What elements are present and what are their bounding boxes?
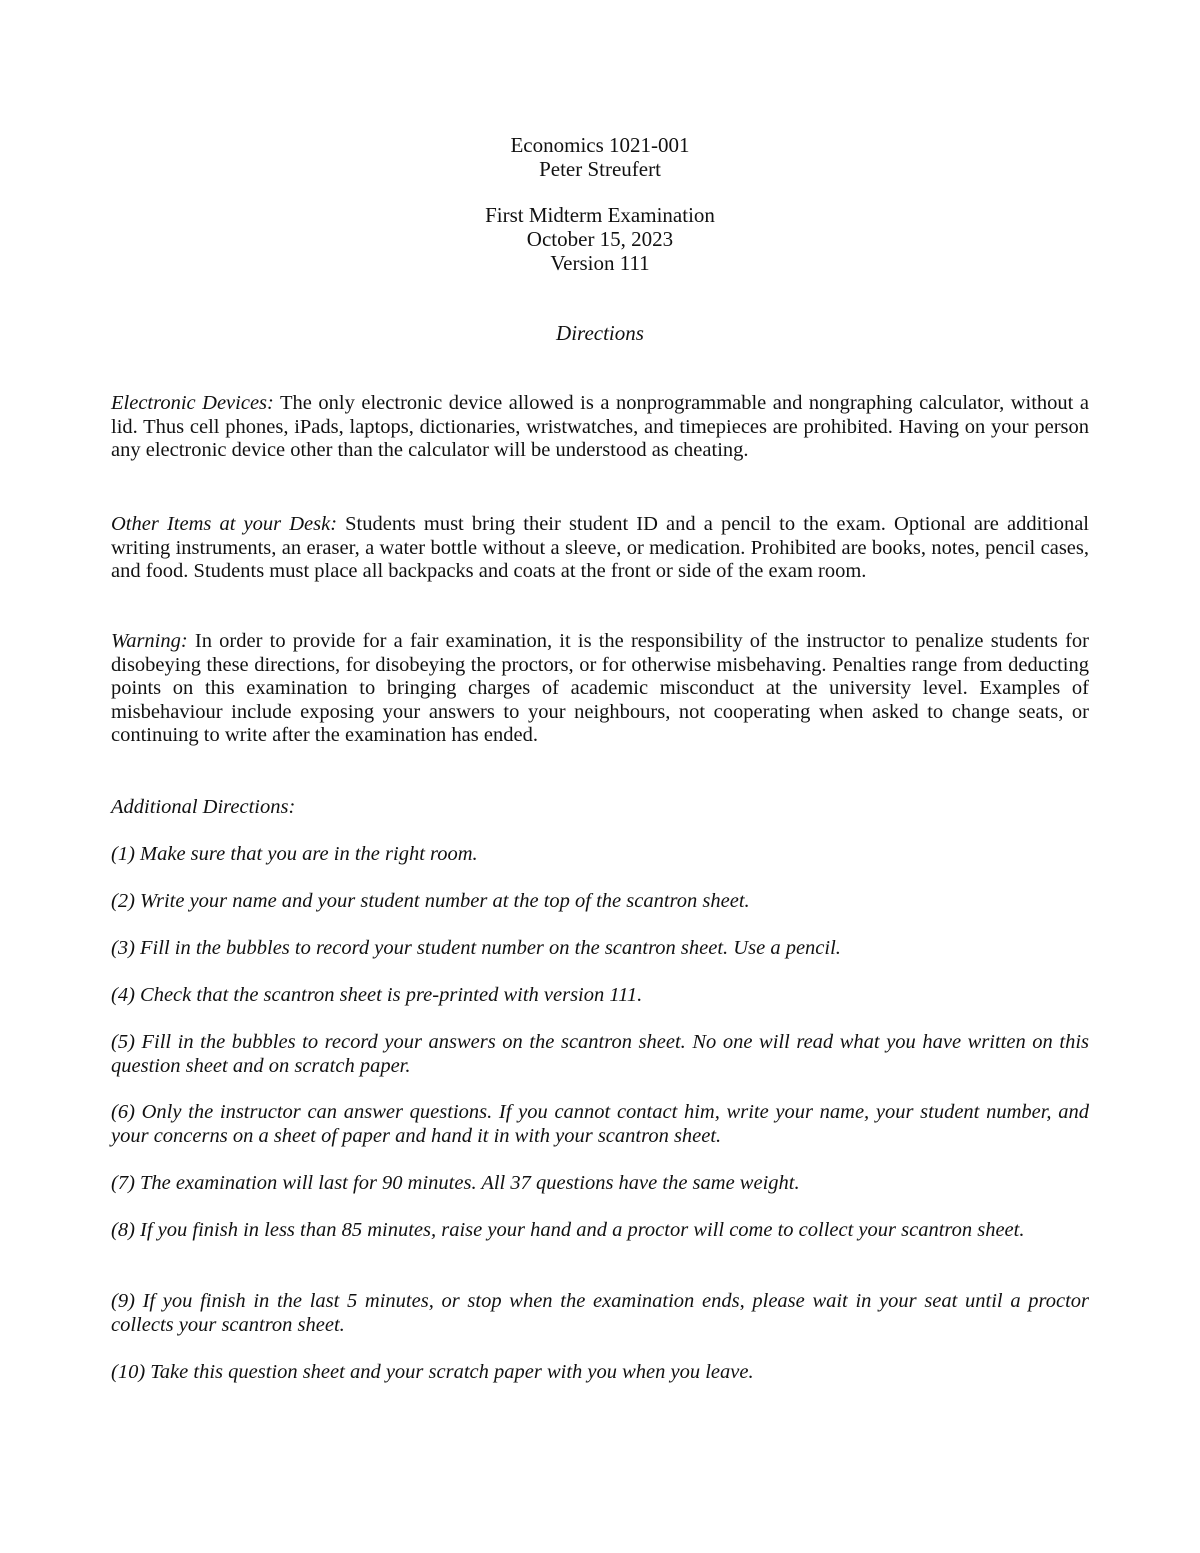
desk-items-lead: Other Items at your Desk: xyxy=(111,513,338,535)
direction-item-10: (10) Take this question sheet and your scratch paper with you when you leave. xyxy=(111,1361,754,1383)
desk-items-text: Students must bring their student ID and a pencil to the exam. Optional are additional writing instruments, an eraser, a water bottle without a sleeve, or medication. Prohibited are books, notes, pencil cases, and food. Students must place all backpacks and coats at the front or side of the exam room. xyxy=(111,513,1089,582)
electronic-devices-text: The only electronic device allowed is a nonprogrammable and nongraphing calculator, without a lid. Thus cell phones, iPads, laptops, dictionaries, wristwatches, and timepieces are prohibited. Having on your person any electronic device other than the calculator will be understood as cheating. xyxy=(111,392,1089,461)
exam-title: First Midterm Examination xyxy=(485,203,715,227)
direction-item-7: (7) The examination will last for 90 minutes. All 37 questions have the same weight. xyxy=(111,1172,800,1194)
desk-items-paragraph xyxy=(111,513,1089,584)
instructor-name: Peter Streufert xyxy=(539,157,661,181)
course-title: Economics 1021-001 xyxy=(510,133,690,157)
exam-version: Version 111 xyxy=(550,251,650,275)
warning-text: In order to provide for a fair examination, it is the responsibility of the instructor to penalize students for disobeying these directions, for disobeying the proctors, or for otherwise misbehaving. Penalties range from deducting points on this examination to bringing charges of academic misconduct at the university level. Examples of misbehaviour include exposing your answers to your neighbours, not cooperating when asked to change seats, or continuing to write after the examination has ended. xyxy=(111,630,1089,746)
exam-header xyxy=(0,203,1200,275)
direction-item-6: (6) Only the instructor can answer questions. If you cannot contact him, write your name, your student number, and your concerns on a sheet of paper and hand it in with your scantron sheet. xyxy=(111,1101,1089,1147)
course-header xyxy=(0,133,1200,181)
exam-date: October 15, 2023 xyxy=(526,227,674,251)
direction-item-3: (3) Fill in the bubbles to record your student number on the scantron sheet. Use a pencil. xyxy=(111,937,841,959)
direction-item-8: (8) If you finish in less than 85 minutes, raise your hand and a proctor will come to collect your scantron sheet. xyxy=(111,1219,1025,1241)
direction-item-5: (5) Fill in the bubbles to record your answers on the scantron sheet. No one will read what you have written on this question sheet and on scratch paper. xyxy=(111,1031,1089,1077)
electronic-devices-lead: Electronic Devices: xyxy=(111,392,274,414)
additional-directions-heading: Additional Directions: xyxy=(111,796,296,818)
direction-item-2: (2) Write your name and your student number at the top of the scantron sheet. xyxy=(111,890,750,912)
direction-item-9: (9) If you finish in the last 5 minutes, or stop when the examination ends, please wait in your seat until a proctor collects your scantron sheet. xyxy=(111,1290,1089,1336)
direction-item-4: (4) Check that the scantron sheet is pre-printed with version 111. xyxy=(111,984,643,1006)
warning-paragraph xyxy=(111,630,1089,748)
warning-lead: Warning: xyxy=(111,630,188,652)
direction-item-1: (1) Make sure that you are in the right room. xyxy=(111,843,478,865)
electronic-devices-paragraph xyxy=(111,392,1089,463)
directions-heading: Directions xyxy=(556,321,644,345)
